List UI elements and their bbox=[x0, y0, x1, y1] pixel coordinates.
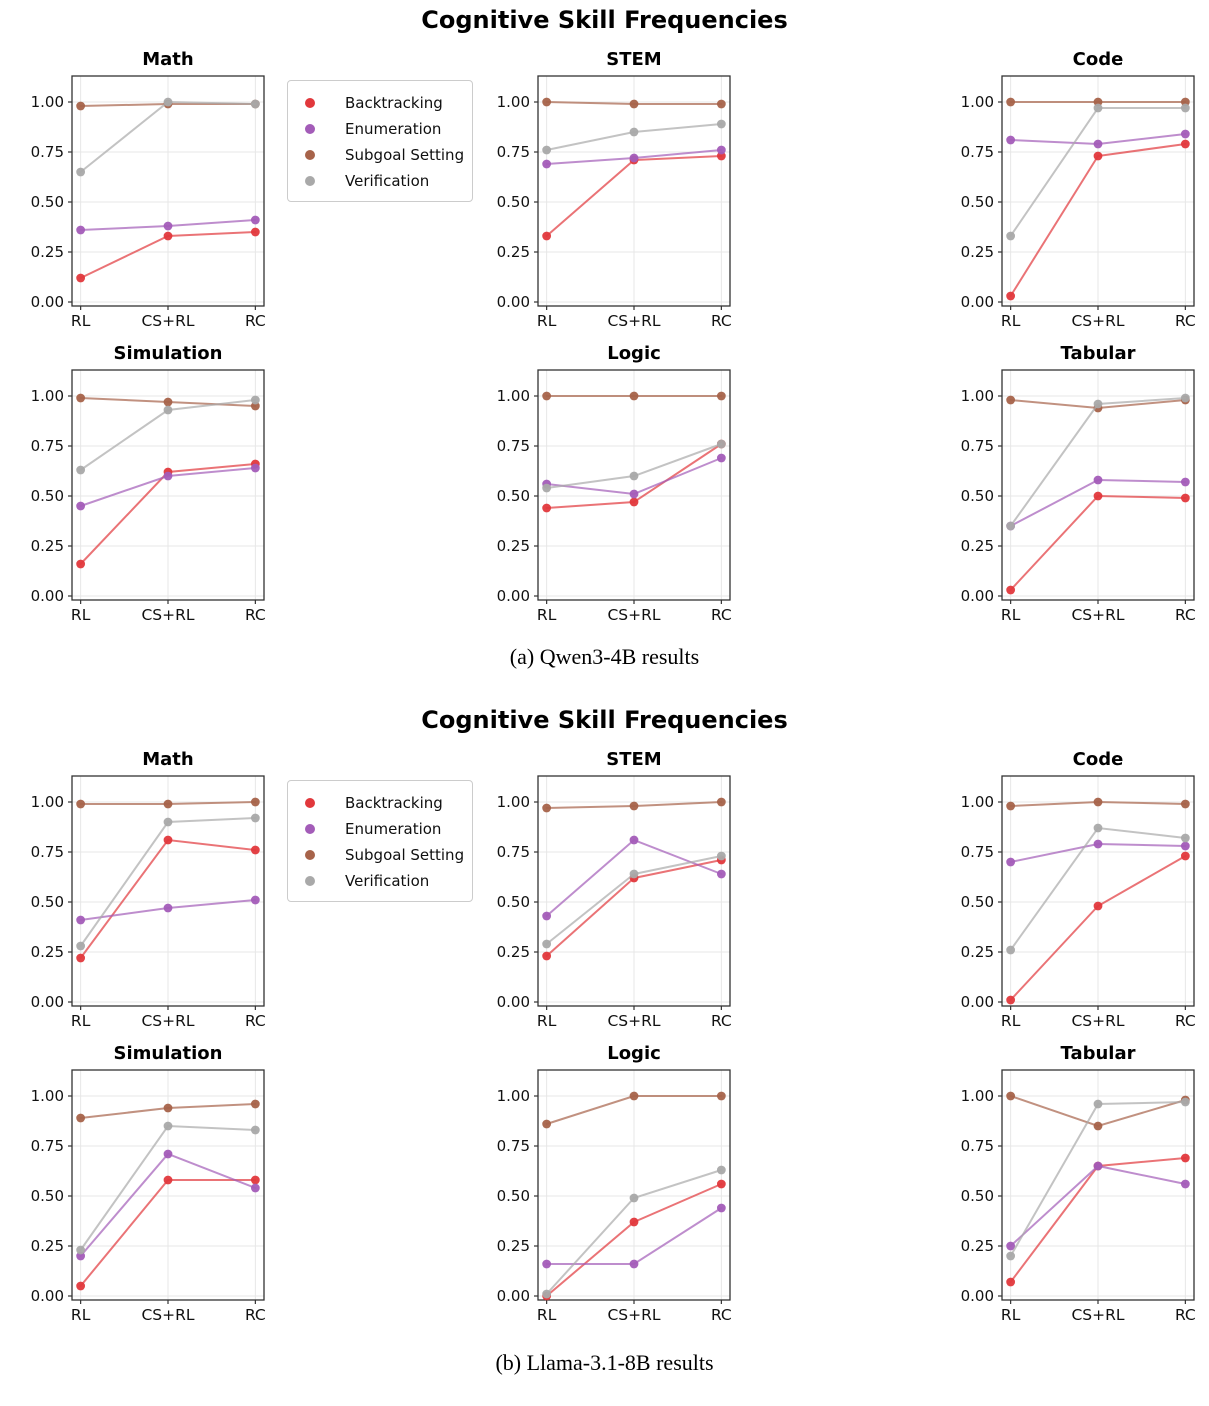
point-backtracking-rc bbox=[1181, 494, 1190, 503]
x-tick-label: RC bbox=[710, 1012, 732, 1030]
point-subgoal-setting-rl bbox=[76, 1114, 85, 1123]
point-backtracking-rl bbox=[1006, 292, 1015, 301]
point-backtracking-rl bbox=[76, 1282, 85, 1291]
point-verification-rc bbox=[717, 852, 726, 861]
x-tick-label: RL bbox=[70, 1306, 91, 1324]
subplot-stem-chart bbox=[494, 746, 734, 1041]
y-tick-label: 0.75 bbox=[960, 437, 994, 455]
legend-marker-subgoal-setting-icon bbox=[305, 150, 315, 160]
point-verification-rc bbox=[717, 120, 726, 129]
y-tick-label: 0.50 bbox=[496, 487, 530, 505]
legend-label: Enumeration bbox=[345, 120, 442, 138]
point-backtracking-cs+rl bbox=[630, 498, 639, 507]
point-enumeration-cs+rl bbox=[164, 472, 173, 481]
y-tick-label: 0.50 bbox=[960, 487, 994, 505]
y-tick-label: 1.00 bbox=[30, 93, 64, 111]
point-verification-rl bbox=[1006, 1252, 1015, 1261]
point-subgoal-setting-rc bbox=[1181, 800, 1190, 809]
point-verification-rl bbox=[76, 168, 85, 177]
x-tick-label: CS+RL bbox=[607, 606, 661, 624]
point-enumeration-rl bbox=[76, 916, 85, 925]
point-backtracking-cs+rl bbox=[630, 1218, 639, 1227]
y-tick-label: 0.25 bbox=[496, 537, 530, 555]
legend-label: Verification bbox=[345, 172, 430, 190]
y-tick-label: 0.00 bbox=[30, 587, 64, 605]
point-verification-rl bbox=[542, 484, 551, 493]
point-enumeration-rc bbox=[717, 454, 726, 463]
point-verification-rc bbox=[1181, 104, 1190, 113]
y-tick-label: 0.75 bbox=[496, 437, 530, 455]
panel-caption: (a) Qwen3-4B results bbox=[509, 644, 700, 669]
point-verification-rc bbox=[1181, 394, 1190, 403]
point-enumeration-rc bbox=[717, 870, 726, 879]
y-tick-label: 0.25 bbox=[960, 943, 994, 961]
point-backtracking-rc bbox=[251, 846, 260, 855]
point-backtracking-cs+rl bbox=[164, 1176, 173, 1185]
y-tick-label: 0.00 bbox=[960, 587, 994, 605]
point-backtracking-cs+rl bbox=[1094, 152, 1103, 161]
subplot-math-chart bbox=[28, 746, 268, 1041]
point-enumeration-cs+rl bbox=[630, 836, 639, 845]
subplot-title: Math bbox=[142, 749, 194, 770]
point-backtracking-cs+rl bbox=[164, 836, 173, 845]
y-tick-label: 0.75 bbox=[960, 143, 994, 161]
legend-marker-verification-icon bbox=[305, 176, 315, 186]
point-backtracking-rc bbox=[251, 228, 260, 237]
legend-label: Subgoal Setting bbox=[345, 146, 465, 164]
y-tick-label: 0.00 bbox=[960, 993, 994, 1011]
legend-marker-subgoal-setting-icon bbox=[305, 850, 315, 860]
point-enumeration-rl bbox=[76, 502, 85, 511]
point-verification-rc bbox=[717, 1166, 726, 1175]
y-tick-label: 0.50 bbox=[496, 893, 530, 911]
point-backtracking-rc bbox=[717, 1180, 726, 1189]
x-tick-label: RL bbox=[70, 1012, 91, 1030]
x-tick-label: CS+RL bbox=[607, 1306, 661, 1324]
panel-title: Cognitive Skill Frequencies bbox=[421, 6, 788, 34]
y-tick-label: 0.50 bbox=[960, 193, 994, 211]
point-enumeration-cs+rl bbox=[630, 490, 639, 499]
x-tick-label: RC bbox=[710, 312, 732, 330]
subplot-code-chart bbox=[958, 746, 1198, 1041]
y-tick-label: 1.00 bbox=[496, 387, 530, 405]
x-tick-label: CS+RL bbox=[141, 1012, 195, 1030]
subplot-title: Logic bbox=[607, 343, 661, 364]
point-enumeration-cs+rl bbox=[164, 1150, 173, 1159]
x-tick-label: RC bbox=[1174, 1306, 1196, 1324]
point-enumeration-cs+rl bbox=[1094, 1162, 1103, 1171]
x-tick-label: CS+RL bbox=[141, 1306, 195, 1324]
subplot-code-chart bbox=[958, 46, 1198, 341]
legend-label: Verification bbox=[345, 872, 430, 890]
point-enumeration-rc bbox=[1181, 478, 1190, 487]
subplot-title: STEM bbox=[606, 49, 662, 70]
legend-label: Backtracking bbox=[345, 94, 443, 112]
point-subgoal-setting-rc bbox=[717, 392, 726, 401]
point-subgoal-setting-cs+rl bbox=[630, 392, 639, 401]
subplot-code bbox=[958, 46, 1198, 341]
point-verification-rl bbox=[1006, 946, 1015, 955]
x-tick-label: RL bbox=[70, 312, 91, 330]
point-verification-cs+rl bbox=[630, 1194, 639, 1203]
subplot-title: Simulation bbox=[113, 343, 223, 364]
panel-caption: (b) Llama-3.1-8B results bbox=[495, 1350, 714, 1375]
x-tick-label: CS+RL bbox=[1071, 606, 1125, 624]
subplot-title: Code bbox=[1072, 749, 1124, 770]
point-enumeration-cs+rl bbox=[1094, 840, 1103, 849]
point-verification-rc bbox=[251, 1126, 260, 1135]
point-enumeration-rl bbox=[76, 226, 85, 235]
y-tick-label: 0.00 bbox=[496, 1287, 530, 1305]
x-tick-label: RC bbox=[1174, 1012, 1196, 1030]
point-subgoal-setting-rl bbox=[542, 804, 551, 813]
subplot-math bbox=[28, 46, 268, 341]
y-tick-label: 1.00 bbox=[496, 1087, 530, 1105]
point-enumeration-rc bbox=[717, 146, 726, 155]
y-tick-label: 0.25 bbox=[30, 243, 64, 261]
point-enumeration-cs+rl bbox=[630, 1260, 639, 1269]
point-backtracking-rl bbox=[76, 274, 85, 283]
point-enumeration-rc bbox=[1181, 130, 1190, 139]
point-verification-cs+rl bbox=[1094, 824, 1103, 833]
x-tick-label: CS+RL bbox=[607, 1012, 661, 1030]
point-subgoal-setting-rl bbox=[76, 394, 85, 403]
point-verification-rl bbox=[542, 940, 551, 949]
point-verification-rc bbox=[251, 814, 260, 823]
point-verification-cs+rl bbox=[164, 818, 173, 827]
point-subgoal-setting-rl bbox=[542, 1120, 551, 1129]
legend-marker-verification-icon bbox=[305, 876, 315, 886]
point-subgoal-setting-cs+rl bbox=[1094, 798, 1103, 807]
x-tick-label: RC bbox=[710, 606, 732, 624]
y-tick-label: 0.50 bbox=[960, 893, 994, 911]
y-tick-label: 0.00 bbox=[30, 293, 64, 311]
subplot-title: Simulation bbox=[113, 1043, 223, 1064]
x-tick-label: RL bbox=[536, 1012, 557, 1030]
point-subgoal-setting-rl bbox=[1006, 98, 1015, 107]
legend-label: Backtracking bbox=[345, 794, 443, 812]
point-enumeration-rl bbox=[1006, 858, 1015, 867]
y-tick-label: 0.25 bbox=[30, 1237, 64, 1255]
y-tick-label: 0.75 bbox=[30, 843, 64, 861]
point-enumeration-rc bbox=[251, 896, 260, 905]
legend-item-verification bbox=[305, 168, 468, 194]
y-tick-label: 1.00 bbox=[960, 793, 994, 811]
subplot-tabular bbox=[958, 1040, 1198, 1335]
y-tick-label: 1.00 bbox=[496, 93, 530, 111]
y-tick-label: 0.75 bbox=[30, 143, 64, 161]
point-subgoal-setting-rc bbox=[717, 100, 726, 109]
subplot-tabular-chart bbox=[958, 340, 1198, 635]
point-enumeration-rc bbox=[251, 464, 260, 473]
point-backtracking-rc bbox=[251, 1176, 260, 1185]
point-verification-cs+rl bbox=[1094, 104, 1103, 113]
y-tick-label: 0.00 bbox=[496, 587, 530, 605]
point-subgoal-setting-rl bbox=[76, 800, 85, 809]
y-tick-label: 0.75 bbox=[960, 843, 994, 861]
point-enumeration-rl bbox=[542, 1260, 551, 1269]
point-subgoal-setting-cs+rl bbox=[164, 800, 173, 809]
point-verification-cs+rl bbox=[630, 472, 639, 481]
legend bbox=[287, 780, 473, 902]
panel-qwen3-4b bbox=[0, 0, 1209, 700]
y-tick-label: 0.00 bbox=[496, 293, 530, 311]
y-tick-label: 0.00 bbox=[30, 1287, 64, 1305]
point-enumeration-rc bbox=[717, 1204, 726, 1213]
point-backtracking-rl bbox=[76, 954, 85, 963]
point-verification-rc bbox=[251, 396, 260, 405]
point-subgoal-setting-rl bbox=[542, 392, 551, 401]
y-tick-label: 0.00 bbox=[496, 993, 530, 1011]
subplot-code bbox=[958, 746, 1198, 1041]
x-tick-label: CS+RL bbox=[1071, 312, 1125, 330]
x-tick-label: RC bbox=[244, 606, 266, 624]
y-tick-label: 0.25 bbox=[496, 943, 530, 961]
subplot-math bbox=[28, 746, 268, 1041]
point-enumeration-rl bbox=[542, 912, 551, 921]
point-enumeration-cs+rl bbox=[164, 904, 173, 913]
subplot-simulation-chart bbox=[28, 340, 268, 635]
point-verification-cs+rl bbox=[164, 1122, 173, 1131]
point-verification-rc bbox=[251, 100, 260, 109]
y-tick-label: 1.00 bbox=[960, 387, 994, 405]
legend-marker-backtracking-icon bbox=[305, 798, 315, 808]
point-verification-rc bbox=[717, 440, 726, 449]
subplot-logic bbox=[494, 1040, 734, 1335]
point-subgoal-setting-cs+rl bbox=[1094, 1122, 1103, 1131]
x-tick-label: CS+RL bbox=[1071, 1012, 1125, 1030]
point-subgoal-setting-rc bbox=[251, 1100, 260, 1109]
point-backtracking-cs+rl bbox=[1094, 492, 1103, 501]
x-tick-label: RC bbox=[244, 312, 266, 330]
point-verification-cs+rl bbox=[630, 128, 639, 137]
point-enumeration-cs+rl bbox=[1094, 476, 1103, 485]
y-tick-label: 0.50 bbox=[30, 1187, 64, 1205]
y-tick-label: 0.75 bbox=[960, 1137, 994, 1155]
y-tick-label: 0.00 bbox=[30, 993, 64, 1011]
legend-marker-enumeration-icon bbox=[305, 124, 315, 134]
x-tick-label: RL bbox=[1000, 1012, 1021, 1030]
point-subgoal-setting-cs+rl bbox=[630, 1092, 639, 1101]
x-tick-label: RC bbox=[244, 1012, 266, 1030]
point-subgoal-setting-rc bbox=[717, 798, 726, 807]
y-tick-label: 0.25 bbox=[496, 1237, 530, 1255]
subplot-grid bbox=[0, 0, 1209, 700]
point-subgoal-setting-rc bbox=[251, 798, 260, 807]
subplot-simulation bbox=[28, 340, 268, 635]
x-tick-label: RL bbox=[70, 606, 91, 624]
subplot-math-chart bbox=[28, 46, 268, 341]
x-tick-label: RC bbox=[1174, 606, 1196, 624]
y-tick-label: 0.75 bbox=[496, 843, 530, 861]
legend bbox=[287, 80, 473, 202]
legend-item-backtracking bbox=[305, 90, 468, 116]
point-backtracking-cs+rl bbox=[164, 232, 173, 241]
point-enumeration-cs+rl bbox=[1094, 140, 1103, 149]
point-backtracking-rc bbox=[1181, 852, 1190, 861]
point-backtracking-rc bbox=[1181, 140, 1190, 149]
y-tick-label: 1.00 bbox=[30, 1087, 64, 1105]
x-tick-label: RC bbox=[710, 1306, 732, 1324]
x-tick-label: RL bbox=[536, 606, 557, 624]
legend-marker-enumeration-icon bbox=[305, 824, 315, 834]
point-verification-cs+rl bbox=[1094, 400, 1103, 409]
subplot-simulation-chart bbox=[28, 1040, 268, 1335]
subplot-stem bbox=[494, 46, 734, 341]
x-tick-label: RL bbox=[1000, 1306, 1021, 1324]
legend-item-backtracking bbox=[305, 790, 468, 816]
subplot-grid bbox=[0, 700, 1209, 1406]
y-tick-label: 1.00 bbox=[960, 1087, 994, 1105]
legend-label: Enumeration bbox=[345, 820, 442, 838]
y-tick-label: 0.75 bbox=[30, 437, 64, 455]
point-verification-rl bbox=[542, 1290, 551, 1299]
point-backtracking-rc bbox=[1181, 1154, 1190, 1163]
point-enumeration-rc bbox=[1181, 1180, 1190, 1189]
y-tick-label: 0.25 bbox=[960, 1237, 994, 1255]
point-backtracking-rl bbox=[1006, 1278, 1015, 1287]
subplot-tabular-chart bbox=[958, 1040, 1198, 1335]
point-verification-rl bbox=[542, 146, 551, 155]
point-verification-rl bbox=[1006, 232, 1015, 241]
x-tick-label: CS+RL bbox=[141, 606, 195, 624]
legend-marker-backtracking-icon bbox=[305, 98, 315, 108]
x-tick-label: RC bbox=[244, 1306, 266, 1324]
legend-label: Subgoal Setting bbox=[345, 846, 465, 864]
y-tick-label: 1.00 bbox=[30, 387, 64, 405]
subplot-title: Code bbox=[1072, 49, 1124, 70]
subplot-tabular bbox=[958, 340, 1198, 635]
point-verification-cs+rl bbox=[164, 406, 173, 415]
point-backtracking-rl bbox=[542, 952, 551, 961]
point-verification-cs+rl bbox=[164, 98, 173, 107]
point-enumeration-rl bbox=[1006, 136, 1015, 145]
y-tick-label: 0.50 bbox=[30, 487, 64, 505]
x-tick-label: RC bbox=[1174, 312, 1196, 330]
point-subgoal-setting-rl bbox=[542, 98, 551, 107]
point-backtracking-rl bbox=[1006, 586, 1015, 595]
y-tick-label: 1.00 bbox=[30, 793, 64, 811]
point-enumeration-rl bbox=[542, 160, 551, 169]
point-backtracking-cs+rl bbox=[1094, 902, 1103, 911]
point-subgoal-setting-cs+rl bbox=[164, 398, 173, 407]
subplot-stem-chart bbox=[494, 46, 734, 341]
legend-item-subgoal-setting bbox=[305, 842, 468, 868]
legend-item-verification bbox=[305, 868, 468, 894]
point-verification-cs+rl bbox=[1094, 1100, 1103, 1109]
x-tick-label: RL bbox=[536, 312, 557, 330]
point-verification-rl bbox=[1006, 522, 1015, 531]
x-tick-label: CS+RL bbox=[607, 312, 661, 330]
y-tick-label: 0.50 bbox=[496, 193, 530, 211]
point-subgoal-setting-rl bbox=[1006, 1092, 1015, 1101]
subplot-stem bbox=[494, 746, 734, 1041]
point-enumeration-rc bbox=[251, 1184, 260, 1193]
x-tick-label: RL bbox=[536, 1306, 557, 1324]
point-backtracking-rl bbox=[1006, 996, 1015, 1005]
subplot-title: Tabular bbox=[1060, 343, 1136, 364]
panel-llama-3-1-8b bbox=[0, 700, 1209, 1406]
y-tick-label: 1.00 bbox=[496, 793, 530, 811]
point-verification-rl bbox=[76, 942, 85, 951]
legend-item-enumeration bbox=[305, 116, 468, 142]
point-enumeration-cs+rl bbox=[164, 222, 173, 231]
y-tick-label: 0.25 bbox=[30, 943, 64, 961]
y-tick-label: 0.50 bbox=[30, 193, 64, 211]
point-subgoal-setting-cs+rl bbox=[164, 1104, 173, 1113]
y-tick-label: 0.50 bbox=[30, 893, 64, 911]
point-enumeration-rc bbox=[251, 216, 260, 225]
y-tick-label: 0.50 bbox=[960, 1187, 994, 1205]
y-tick-label: 0.00 bbox=[960, 1287, 994, 1305]
y-tick-label: 0.25 bbox=[30, 537, 64, 555]
point-backtracking-rl bbox=[542, 504, 551, 513]
point-enumeration-cs+rl bbox=[630, 154, 639, 163]
subplot-logic bbox=[494, 340, 734, 635]
subplot-title: STEM bbox=[606, 749, 662, 770]
point-subgoal-setting-rl bbox=[1006, 396, 1015, 405]
point-verification-rc bbox=[1181, 834, 1190, 843]
x-tick-label: CS+RL bbox=[1071, 1306, 1125, 1324]
y-tick-label: 0.75 bbox=[30, 1137, 64, 1155]
subplot-title: Logic bbox=[607, 1043, 661, 1064]
point-verification-rl bbox=[76, 466, 85, 475]
subplot-logic-chart bbox=[494, 1040, 734, 1335]
legend-item-subgoal-setting bbox=[305, 142, 468, 168]
y-tick-label: 1.00 bbox=[960, 93, 994, 111]
panel-title: Cognitive Skill Frequencies bbox=[421, 706, 788, 734]
y-tick-label: 0.25 bbox=[960, 537, 994, 555]
subplot-logic-chart bbox=[494, 340, 734, 635]
x-tick-label: RL bbox=[1000, 606, 1021, 624]
subplot-simulation bbox=[28, 1040, 268, 1335]
y-tick-label: 0.00 bbox=[960, 293, 994, 311]
point-verification-rl bbox=[76, 1246, 85, 1255]
x-tick-label: RL bbox=[1000, 312, 1021, 330]
point-subgoal-setting-rl bbox=[1006, 802, 1015, 811]
legend-item-enumeration bbox=[305, 816, 468, 842]
x-tick-label: CS+RL bbox=[141, 312, 195, 330]
point-subgoal-setting-rc bbox=[717, 1092, 726, 1101]
point-backtracking-rl bbox=[542, 232, 551, 241]
point-enumeration-rc bbox=[1181, 842, 1190, 851]
point-subgoal-setting-cs+rl bbox=[630, 802, 639, 811]
y-tick-label: 0.50 bbox=[496, 1187, 530, 1205]
y-tick-label: 0.75 bbox=[496, 1137, 530, 1155]
y-tick-label: 0.75 bbox=[496, 143, 530, 161]
y-tick-label: 0.25 bbox=[496, 243, 530, 261]
point-verification-rc bbox=[1181, 1098, 1190, 1107]
point-subgoal-setting-rl bbox=[76, 102, 85, 111]
point-backtracking-rl bbox=[76, 560, 85, 569]
subplot-title: Math bbox=[142, 49, 194, 70]
subplot-title: Tabular bbox=[1060, 1043, 1136, 1064]
point-subgoal-setting-cs+rl bbox=[630, 100, 639, 109]
y-tick-label: 0.25 bbox=[960, 243, 994, 261]
point-verification-cs+rl bbox=[630, 870, 639, 879]
